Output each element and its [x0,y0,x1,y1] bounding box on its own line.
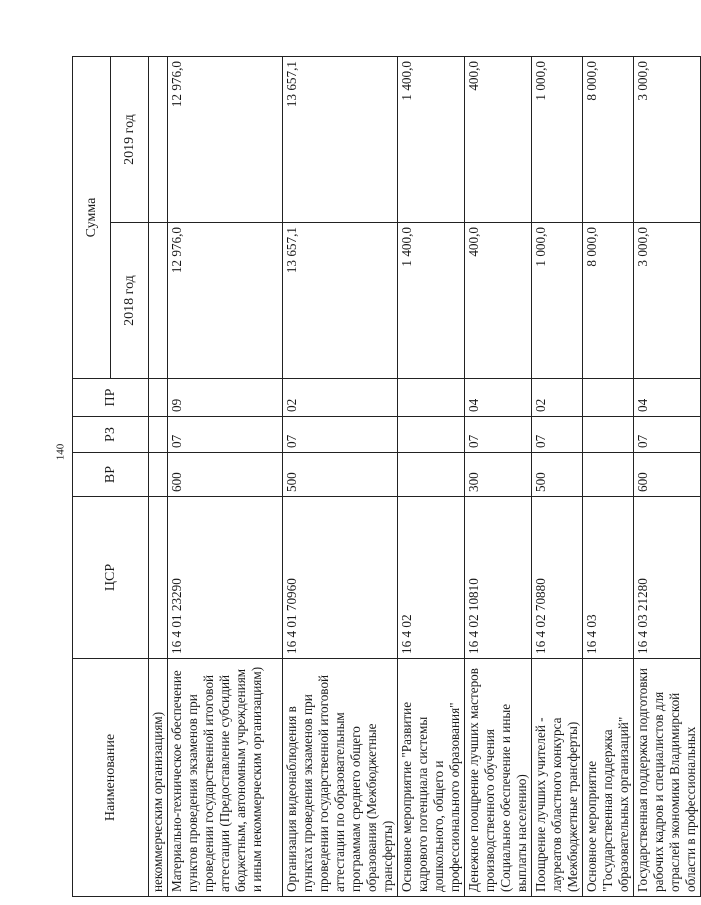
header-vr: ВР [73,453,149,497]
header-name: Наименование [73,659,149,897]
cell-pr: 09 [168,379,283,417]
cell-2018: 400,0 [465,223,532,379]
cell-vr: 600 [634,453,701,497]
cell-name: Денежное поощрение лучших мастеров производственного обучения (Социальное обеспечение и иные выплаты населению) [465,659,532,897]
cell-2019: 12 976,0 [168,57,283,223]
header-sum: Сумма [73,57,111,379]
cell-2019: 400,0 [465,57,532,223]
table-row [465,57,532,897]
cell-csr: 16 4 02 [398,497,465,659]
cell-2018: 12 976,0 [168,223,283,379]
cell-pr: 04 [465,379,532,417]
table-row [168,57,283,897]
header-rz: РЗ [73,417,149,453]
cell-pr: 04 [634,379,701,417]
header-csr: ЦСР [73,497,149,659]
cell-2019: 1 000,0 [532,57,583,223]
cell-vr [149,453,168,497]
cell-rz: 07 [168,417,283,453]
cell-name: Организация видеонаблюдения в пунктах проведения экзаменов при проведении государственной итоговой аттестации по образовательным программам среднего общего образования (Межбюджетные трансферты) [283,659,398,897]
cell-rz: 07 [465,417,532,453]
cell-vr: 600 [168,453,283,497]
cell-vr: 300 [465,453,532,497]
cell-rz: 07 [634,417,701,453]
cell-rz: 07 [283,417,398,453]
cell-pr [583,379,634,417]
header-pr: ПР [73,379,149,417]
cell-vr: 500 [283,453,398,497]
cell-2018: 13 657,1 [283,223,398,379]
table-row [583,57,634,897]
cell-vr: 500 [532,453,583,497]
cell-name: Материально-техническое обеспечение пунктов проведения экзаменов при проведении государственной итоговой аттестации (Предоставление субсидий бюджетным, автономным учреждениям и иным некоммерческим организациям) [168,659,283,897]
cell-name: Основное мероприятие "Развитие кадрового потенциала системы дошкольного, общего и профессионального образования" [398,659,465,897]
cell-vr [583,453,634,497]
header-2019: 2019 год [111,57,149,223]
cell-2019: 8 000,0 [583,57,634,223]
cell-csr: 16 4 02 70880 [532,497,583,659]
cell-2019: 3 000,0 [634,57,701,223]
cell-2019 [149,57,168,223]
table-row [149,57,168,897]
cell-2018: 8 000,0 [583,223,634,379]
cell-2019: 1 400,0 [398,57,465,223]
page-number: 140 [54,443,67,461]
cell-2018 [149,223,168,379]
cell-pr [149,379,168,417]
cell-pr [398,379,465,417]
budget-table [72,56,701,897]
cell-csr: 16 4 03 [583,497,634,659]
cell-rz [398,417,465,453]
cell-2018: 1 000,0 [532,223,583,379]
table-row [283,57,398,897]
cell-name: Государственная поддержка подготовки рабочих кадров и специалистов для отраслей экономики Владимирской области в профессиональных [634,659,701,897]
cell-rz [583,417,634,453]
cell-vr [398,453,465,497]
cell-name: некоммерческим организациям) [149,659,168,897]
cell-pr: 02 [532,379,583,417]
cell-pr: 02 [283,379,398,417]
cell-2018: 3 000,0 [634,223,701,379]
cell-name: Поощрение лучших учителей - лауреатов областного конкурса (Межбюджетные трансферты) [532,659,583,897]
cell-rz: 07 [532,417,583,453]
cell-csr: 16 4 02 10810 [465,497,532,659]
cell-csr [149,497,168,659]
cell-csr: 16 4 03 21280 [634,497,701,659]
cell-2019: 13 657,1 [283,57,398,223]
cell-rz [149,417,168,453]
cell-csr: 16 4 01 70960 [283,497,398,659]
table-row [398,57,465,897]
table-row [532,57,583,897]
table-row [634,57,701,897]
header-2018: 2018 год [111,223,149,379]
cell-csr: 16 4 01 23290 [168,497,283,659]
cell-name: Основное мероприятие "Государственная поддержка образовательных организаций" [583,659,634,897]
cell-2018: 1 400,0 [398,223,465,379]
